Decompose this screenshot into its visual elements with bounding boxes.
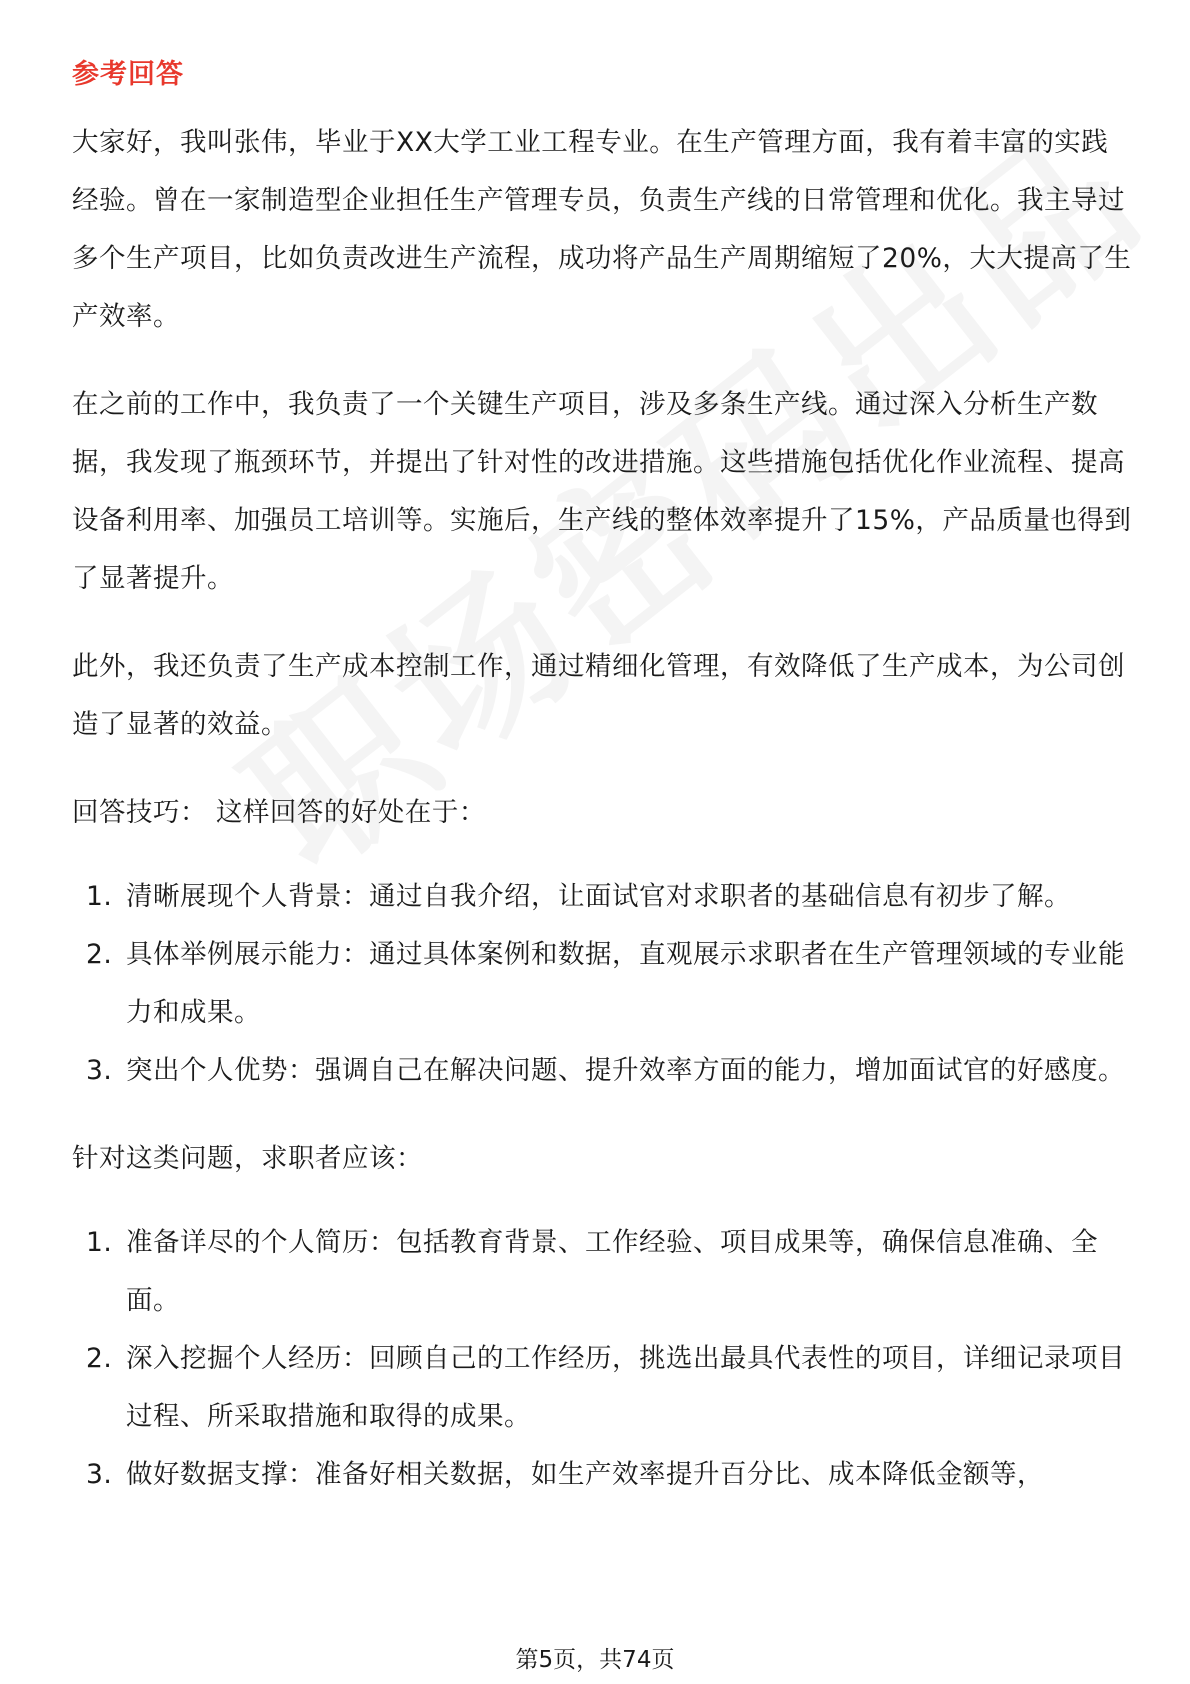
- paragraph-intro: 大家好，我叫张伟，毕业于XX大学工业工程专业。在生产管理方面，我有着丰富的实践经验。曾在一家制造型企业担任生产管理专员，负责生产线的日常管理和优化。我主导过多个生产项目，比如负责改进生产流程，成功将产品生产周期缩短了20%，大大提高了生产效率。: [72, 127, 1132, 332]
- advice-list: [72, 1214, 1132, 1504]
- tips-list: [72, 868, 1132, 1100]
- list-item: [72, 1214, 1132, 1330]
- list-item: [72, 1042, 1132, 1100]
- list-text: 清晰展现个人背景：通过自我介绍，让面试官对求职者的基础信息有初步了解。: [126, 881, 1071, 912]
- list-number: 1.: [86, 1227, 113, 1258]
- paragraph-project: 在之前的工作中，我负责了一个关键生产项目，涉及多条生产线。通过深入分析生产数据，我发现了瓶颈环节，并提出了针对性的改进措施。这些措施包括优化作业流程、提高设备利用率、加强员工培训等。实施后，生产线的整体效率提升了15%，产品质量也得到了显著提升。: [72, 389, 1132, 594]
- list-number: 1.: [86, 881, 113, 912]
- list-number: 2.: [86, 1343, 113, 1374]
- list-item: [72, 1330, 1132, 1446]
- tips-intro: 回答技巧： 这样回答的好处在于：: [72, 797, 486, 828]
- section-title: 参考回答: [72, 59, 184, 90]
- list-text: 突出个人优势：强调自己在解决问题、提升效率方面的能力，增加面试官的好感度。: [126, 1055, 1125, 1086]
- list-text: 深入挖掘个人经历：回顾自己的工作经历，挑选出最具代表性的项目，详细记录项目过程、所采取措施和取得的成果。: [126, 1343, 1125, 1432]
- list-text: 具体举例展示能力：通过具体案例和数据，直观展示求职者在生产管理领域的专业能力和成果。: [126, 939, 1125, 1028]
- list-text: 准备详尽的个人简历：包括教育背景、工作经验、项目成果等，确保信息准确、全面。: [126, 1227, 1098, 1316]
- paragraph-cost: 此外，我还负责了生产成本控制工作，通过精细化管理，有效降低了生产成本，为公司创造了显著的效益。: [72, 651, 1125, 740]
- list-number: 2.: [86, 939, 113, 970]
- list-text: 做好数据支撑：准备好相关数据，如生产效率提升百分比、成本降低金额等，: [126, 1459, 1044, 1490]
- page-number: 第5页，共74页: [515, 1647, 675, 1673]
- list-number: 3.: [86, 1459, 113, 1490]
- advice-intro: 针对这类问题，求职者应该：: [72, 1143, 423, 1174]
- list-number: 3.: [86, 1055, 113, 1086]
- list-item: [72, 1446, 1132, 1504]
- content-body: [72, 114, 1132, 1534]
- list-item: [72, 868, 1132, 926]
- list-item: [72, 926, 1132, 1042]
